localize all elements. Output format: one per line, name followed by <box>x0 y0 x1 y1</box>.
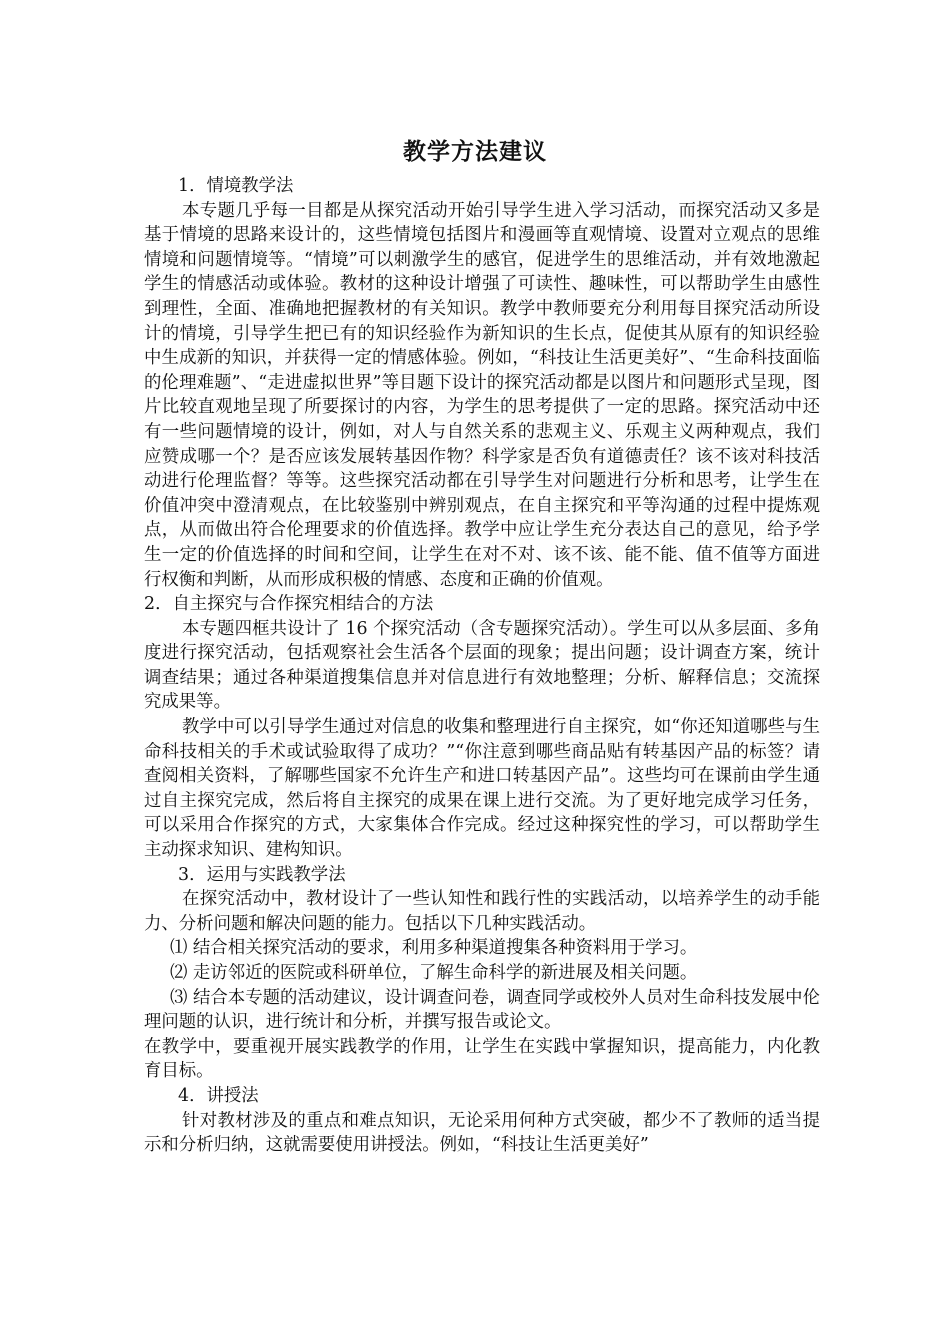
page-title: 教学方法建议 <box>403 138 547 165</box>
section-1-heading: 1．情境教学法 <box>178 176 294 196</box>
section-1-paragraph-1: 本专题几乎每一目都是从探究活动开始引导学生进入学习活动，而探究活动又多是基于情境的思路来设计的，这些情境包括图片和漫画等直观情境、设置对立观点的思维情境和问题情境等。“情境”可以刺激学生的感官，促进学生的思维活动，并有效地激起学生的情感活动或体验。教材的这种设计增强了可读性、趣味性，可以帮助学生由感性到理性，全面、准确地把握教材的有关知识。教学中教师要充分利用每目探究活动所设计的情境，引导学生把已有的知识经验作为新知识的生长点，促使其从原有的知识经验中生成新的知识，并获得一定的情感体验。例如，“科技让生活更美好”、“生命科技面临的伦理难题”、“走进虚拟世界”等目题下设计的探究活动都是以图片和问题形式呈现，图片比较直观地呈现了所要探讨的内容，为学生的思考提供了一定的思路。探究活动中还有一些问题情境的设计，例如，对人与自然关系的悲观主义、乐观主义两种观点，我们应赞成哪一个？是否应该发展转基因作物？科学家是否负有道德责任？该不该对科技活动进行伦理监督？等等。这些探究活动都在引导学生对问题进行分析和思考，让学生在价值冲突中澄清观点，在比较鉴别中辨别观点，在自主探究和平等沟通的过程中提炼观点，从而做出符合伦理要求的价值选择。教学中应让学生充分表达自己的意见，给予学生一定的价值选择的时间和空间，让学生在对不对、该不该、能不能、值不值等方面进行权衡和判断，从而形成积极的情感、态度和正确的价值观。 <box>144 200 820 590</box>
section-3-list-item-3: ⑶ 结合本专题的活动建议，设计调查问卷，调查同学或校外人员对生命科技发展中伦理问题的认识，进行统计和分析，并撰写报告或论文。 <box>144 987 820 1033</box>
section-3-paragraph-2: 在教学中，要重视开展实践教学的作用，让学生在实践中掌握知识，提高能力，内化教育目标。 <box>144 1036 820 1082</box>
section-2-paragraph-1: 本专题四框共设计了 16 个探究活动（含专题探究活动）。学生可以从多层面、多角度进行探究活动，包括观察社会生活各个层面的现象；提出问题；设计调查方案，统计调查结果；通过各种渠道搜集信息并对信息进行有效地整理；分析、解释信息；交流探究成果等。 <box>144 618 820 713</box>
section-4-heading: 4．讲授法 <box>178 1085 259 1106</box>
section-2-heading: 2．自主探究与合作探究相结合的方法 <box>144 594 434 615</box>
section-3-heading: 3．运用与实践教学法 <box>178 864 346 885</box>
section-3-list-item-1: ⑴ 结合相关探究活动的要求，利用多种渠道搜集各种资料用于学习。 <box>170 938 698 959</box>
document-body <box>144 174 820 1158</box>
section-3-paragraph-1: 在探究活动中，教材设计了一些认知性和践行性的实践活动，以培养学生的动手能力、分析问题和解决问题的能力。包括以下几种实践活动。 <box>144 889 820 934</box>
section-2-paragraph-2: 教学中可以引导学生通过对信息的收集和整理进行自主探究，如“你还知道哪些与生命科技相关的手术或试验取得了成功？”“你注意到哪些商品贴有转基因产品的标签？请查阅相关资料，了解哪些国家不允许生产和进口转基因产品”。这些均可在课前由学生通过自主探究完成，然后将自主探究的成果在课上进行交流。为了更好地完成学习任务，可以采用合作探究的方式，大家集体合作完成。经过这种探究性的学习，可以帮助学生主动探求知识、建构知识。 <box>144 717 820 861</box>
section-4-paragraph-1: 针对教材涉及的重点和难点知识，无论采用何种方式突破，都少不了教师的适当提示和分析归纳，这就需要使用讲授法。例如，“科技让生活更美好” <box>144 1110 820 1156</box>
section-3-list-item-2: ⑵ 走访邻近的医院或科研单位，了解生命科学的新进展及相关问题。 <box>170 963 698 983</box>
